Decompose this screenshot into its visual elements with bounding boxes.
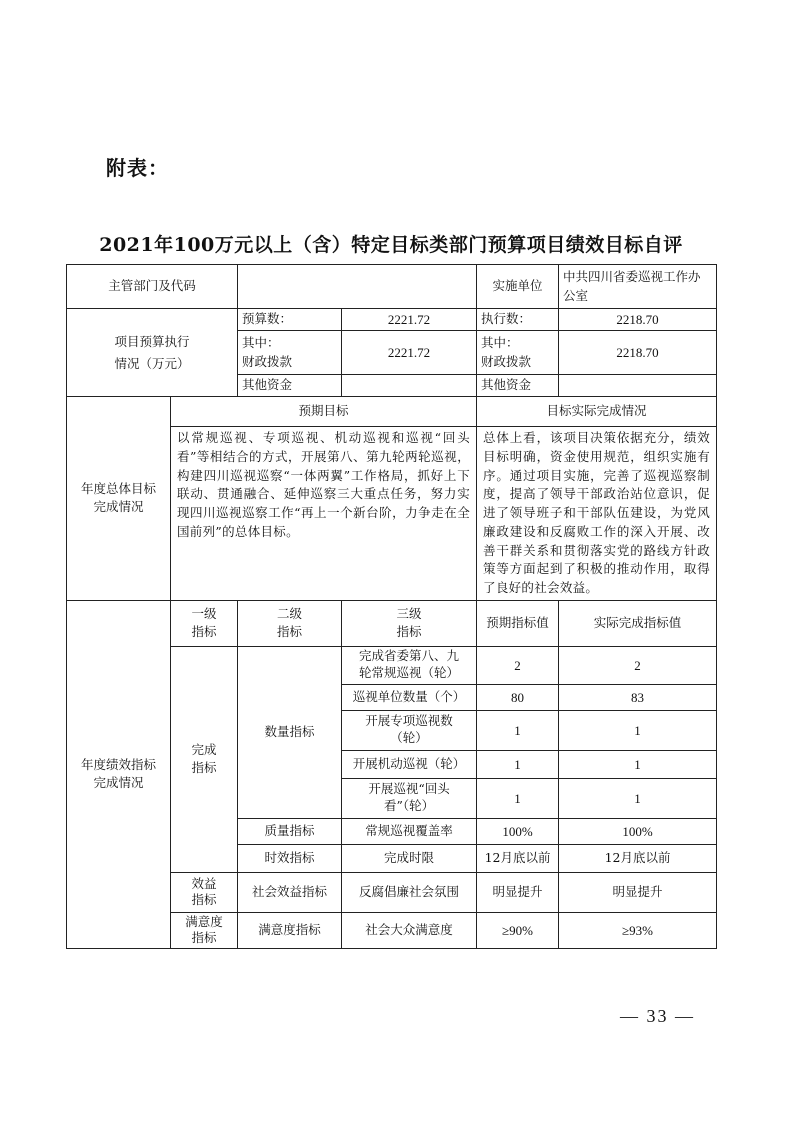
col-level1: 一级指标 bbox=[171, 600, 238, 646]
indicator-header-row bbox=[67, 600, 717, 646]
actual-goal-text: 总体上看，该项目决策依据充分，绩效目标明确，资金使用规范，组织实施有序。通过项目实施，完善了巡视巡察制度，提高了领导干部政治站位意识，促进了领导班子和干部队伍建设，为党风廉政建设和反腐败工作的深入开展、改善干群关系和贯彻落实党的路线方针政策等方面起到了积极的推动作用，取得了良好的社会效益。 bbox=[477, 427, 717, 601]
timeliness-indicator: 时效指标 bbox=[238, 844, 342, 872]
expected-value: 1 bbox=[477, 778, 559, 818]
page-title: 2021年100万元以上（含）特定目标类部门预算项目绩效目标自评 bbox=[99, 234, 683, 256]
col-expected: 预期指标值 bbox=[477, 600, 559, 646]
fiscal-exec-value: 2218.70 bbox=[559, 331, 717, 375]
fiscal-label-left: 其中： 财政拨款 bbox=[238, 331, 342, 375]
actual-value: 1 bbox=[559, 710, 717, 750]
indicator-name: 开展专项巡视数（轮） bbox=[342, 710, 477, 750]
indicator-name: 常规巡视覆盖率 bbox=[342, 818, 477, 844]
indicator-name: 开展巡视“回头看”（轮） bbox=[342, 778, 477, 818]
actual-value: 2 bbox=[559, 646, 717, 684]
other-funds-label-right: 其他资金 bbox=[477, 375, 559, 397]
expected-value: 1 bbox=[477, 750, 559, 778]
indicator-name: 开展机动巡视（轮） bbox=[342, 750, 477, 778]
benefit-indicator: 效益指标 bbox=[171, 872, 238, 912]
dept-row bbox=[67, 265, 717, 309]
budget-amount-value: 2221.72 bbox=[342, 309, 477, 331]
actual-goal-header: 目标实际完成情况 bbox=[477, 397, 717, 427]
indicator-name: 完成时限 bbox=[342, 844, 477, 872]
expected-value: 明显提升 bbox=[477, 872, 559, 912]
actual-value: 12月底以前 bbox=[559, 844, 717, 872]
performance-table bbox=[66, 264, 717, 949]
quality-indicator: 质量指标 bbox=[238, 818, 342, 844]
quantity-indicator: 数量指标 bbox=[238, 646, 342, 818]
fiscal-label-right: 其中： 财政拨款 bbox=[477, 331, 559, 375]
indicator-name: 巡视单位数量（个） bbox=[342, 684, 477, 710]
other-funds-label-left: 其他资金 bbox=[238, 375, 342, 397]
expected-value: 12月底以前 bbox=[477, 844, 559, 872]
indicator-name: 反腐倡廉社会氛围 bbox=[342, 872, 477, 912]
impl-value: 中共四川省委巡视工作办公室 bbox=[559, 265, 717, 309]
page-number: — 33 — bbox=[620, 1006, 695, 1026]
col-level3: 三级指标 bbox=[342, 600, 477, 646]
fiscal-budget-value: 2221.72 bbox=[342, 331, 477, 375]
completion-indicator: 完成指标 bbox=[171, 646, 238, 872]
annual-goal-header-row bbox=[67, 397, 717, 427]
budget-label: 项目预算执行情况（万元） bbox=[67, 309, 238, 397]
indicator-name: 社会大众满意度 bbox=[342, 912, 477, 948]
col-level2: 二级指标 bbox=[238, 600, 342, 646]
dept-label: 主管部门及代码 bbox=[67, 265, 238, 309]
satisfaction-sub-indicator: 满意度指标 bbox=[238, 912, 342, 948]
satisfaction-indicator: 满意度指标 bbox=[171, 912, 238, 948]
dept-value bbox=[238, 265, 477, 309]
other-funds-budget bbox=[342, 375, 477, 397]
expected-value: 2 bbox=[477, 646, 559, 684]
exec-amount-value: 2218.70 bbox=[559, 309, 717, 331]
expected-value: 80 bbox=[477, 684, 559, 710]
expected-value: 100% bbox=[477, 818, 559, 844]
social-benefit-indicator: 社会效益指标 bbox=[238, 872, 342, 912]
actual-value: 100% bbox=[559, 818, 717, 844]
actual-value: 83 bbox=[559, 684, 717, 710]
actual-value: 明显提升 bbox=[559, 872, 717, 912]
attachment-heading: 附表： bbox=[106, 156, 169, 180]
col-actual: 实际完成指标值 bbox=[559, 600, 717, 646]
annual-goal-label: 年度总体目标完成情况 bbox=[67, 397, 171, 601]
perf-label: 年度绩效指标完成情况 bbox=[67, 600, 171, 948]
expected-value: ≥90% bbox=[477, 912, 559, 948]
budget-row bbox=[67, 309, 717, 331]
expected-goal-text: 以常规巡视、专项巡视、机动巡视和巡视“回头看”等相结合的方式，开展第八、第九轮两轮巡视，构建四川巡视巡察“一体两翼”工作格局，抓好上下联动、贯通融合、延伸巡察三大重点任务，努力实现四川巡视巡察工作“再上一个新台阶，力争走在全国前列”的总体目标。 bbox=[171, 427, 477, 601]
actual-value: 1 bbox=[559, 750, 717, 778]
actual-value: ≥93% bbox=[559, 912, 717, 948]
expected-value: 1 bbox=[477, 710, 559, 750]
actual-value: 1 bbox=[559, 778, 717, 818]
other-funds-exec bbox=[559, 375, 717, 397]
impl-label: 实施单位 bbox=[477, 265, 559, 309]
budget-amount-label: 预算数： bbox=[238, 309, 342, 331]
expected-goal-header: 预期目标 bbox=[171, 397, 477, 427]
exec-amount-label: 执行数： bbox=[477, 309, 559, 331]
indicator-name: 完成省委第八、九轮常规巡视（轮） bbox=[342, 646, 477, 684]
